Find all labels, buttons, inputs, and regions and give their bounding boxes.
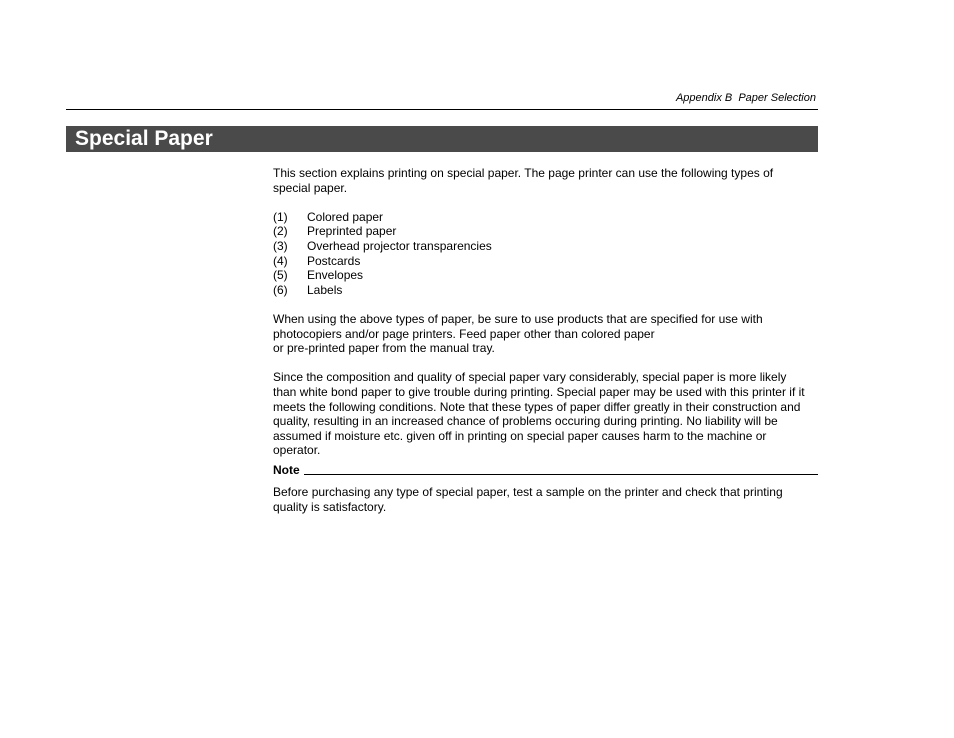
- composition-line-6: operator.: [273, 443, 321, 458]
- spacer: [273, 356, 818, 371]
- usage-line-2: photocopiers and/or page printers. Feed paper other than colored paper: [273, 326, 655, 341]
- list-item: [273, 224, 818, 239]
- note-label: Note: [273, 462, 300, 477]
- list-item: [273, 210, 818, 225]
- note-line-1: Before purchasing any type of special paper, test a sample on the printer and check that printing: [273, 485, 783, 500]
- list-item: [273, 239, 818, 254]
- note-rule: [304, 474, 818, 475]
- note-paragraph: [273, 485, 818, 514]
- section-title: Special Paper: [75, 127, 213, 150]
- list-label: Overhead projector transparencies: [307, 238, 492, 253]
- composition-line-3: meets the following conditions. Note that these types of paper differ greatly in their construction and: [273, 399, 801, 414]
- intro-line-1: This section explains printing on special paper. The page printer can use the following types of: [273, 166, 774, 180]
- usage-line-3: or pre-printed paper from the manual tray.: [273, 341, 495, 356]
- body-text: [273, 166, 818, 515]
- list-number: (5): [273, 268, 288, 283]
- running-header: Appendix B Paper Selection: [675, 92, 816, 104]
- list-label: Preprinted paper: [307, 224, 397, 239]
- note-heading: [273, 463, 818, 478]
- list-number: (2): [273, 224, 288, 239]
- list-number: (6): [273, 282, 288, 297]
- intro-paragraph: [273, 166, 818, 195]
- usage-line-1: When using the above types of paper, be sure to use products that are specified for use with: [273, 311, 763, 326]
- list-number: (3): [273, 238, 288, 253]
- section-title-bar: [66, 126, 818, 152]
- list-label: Postcards: [307, 253, 361, 268]
- list-number: (1): [273, 209, 288, 224]
- composition-line-1: Since the composition and quality of special paper vary considerably, special paper is more likely: [273, 370, 787, 385]
- list-label: Colored paper: [307, 209, 384, 224]
- intro-line-2: special paper.: [273, 180, 348, 195]
- composition-paragraph: [273, 370, 818, 458]
- composition-line-5: assumed if moisture etc. given off in printing on special paper causes harm to the machine or: [273, 428, 767, 443]
- note-line-2: quality is satisfactory.: [273, 500, 387, 515]
- composition-line-2: than white bond paper to give trouble during printing. Special paper may be used with this printer if it: [273, 384, 805, 399]
- list-item: [273, 254, 818, 269]
- paper-type-list: [273, 210, 818, 298]
- header-rule: [66, 109, 818, 110]
- spacer: [273, 297, 818, 312]
- list-number: (4): [273, 253, 288, 268]
- usage-paragraph: [273, 312, 818, 356]
- list-item: [273, 283, 818, 298]
- list-item: [273, 268, 818, 283]
- spacer: [273, 195, 818, 210]
- composition-line-4: quality, resulting in an increased chance of problems occuring during printing. No liability will be: [273, 414, 778, 429]
- list-label: Labels: [307, 282, 343, 297]
- list-label: Envelopes: [307, 268, 364, 283]
